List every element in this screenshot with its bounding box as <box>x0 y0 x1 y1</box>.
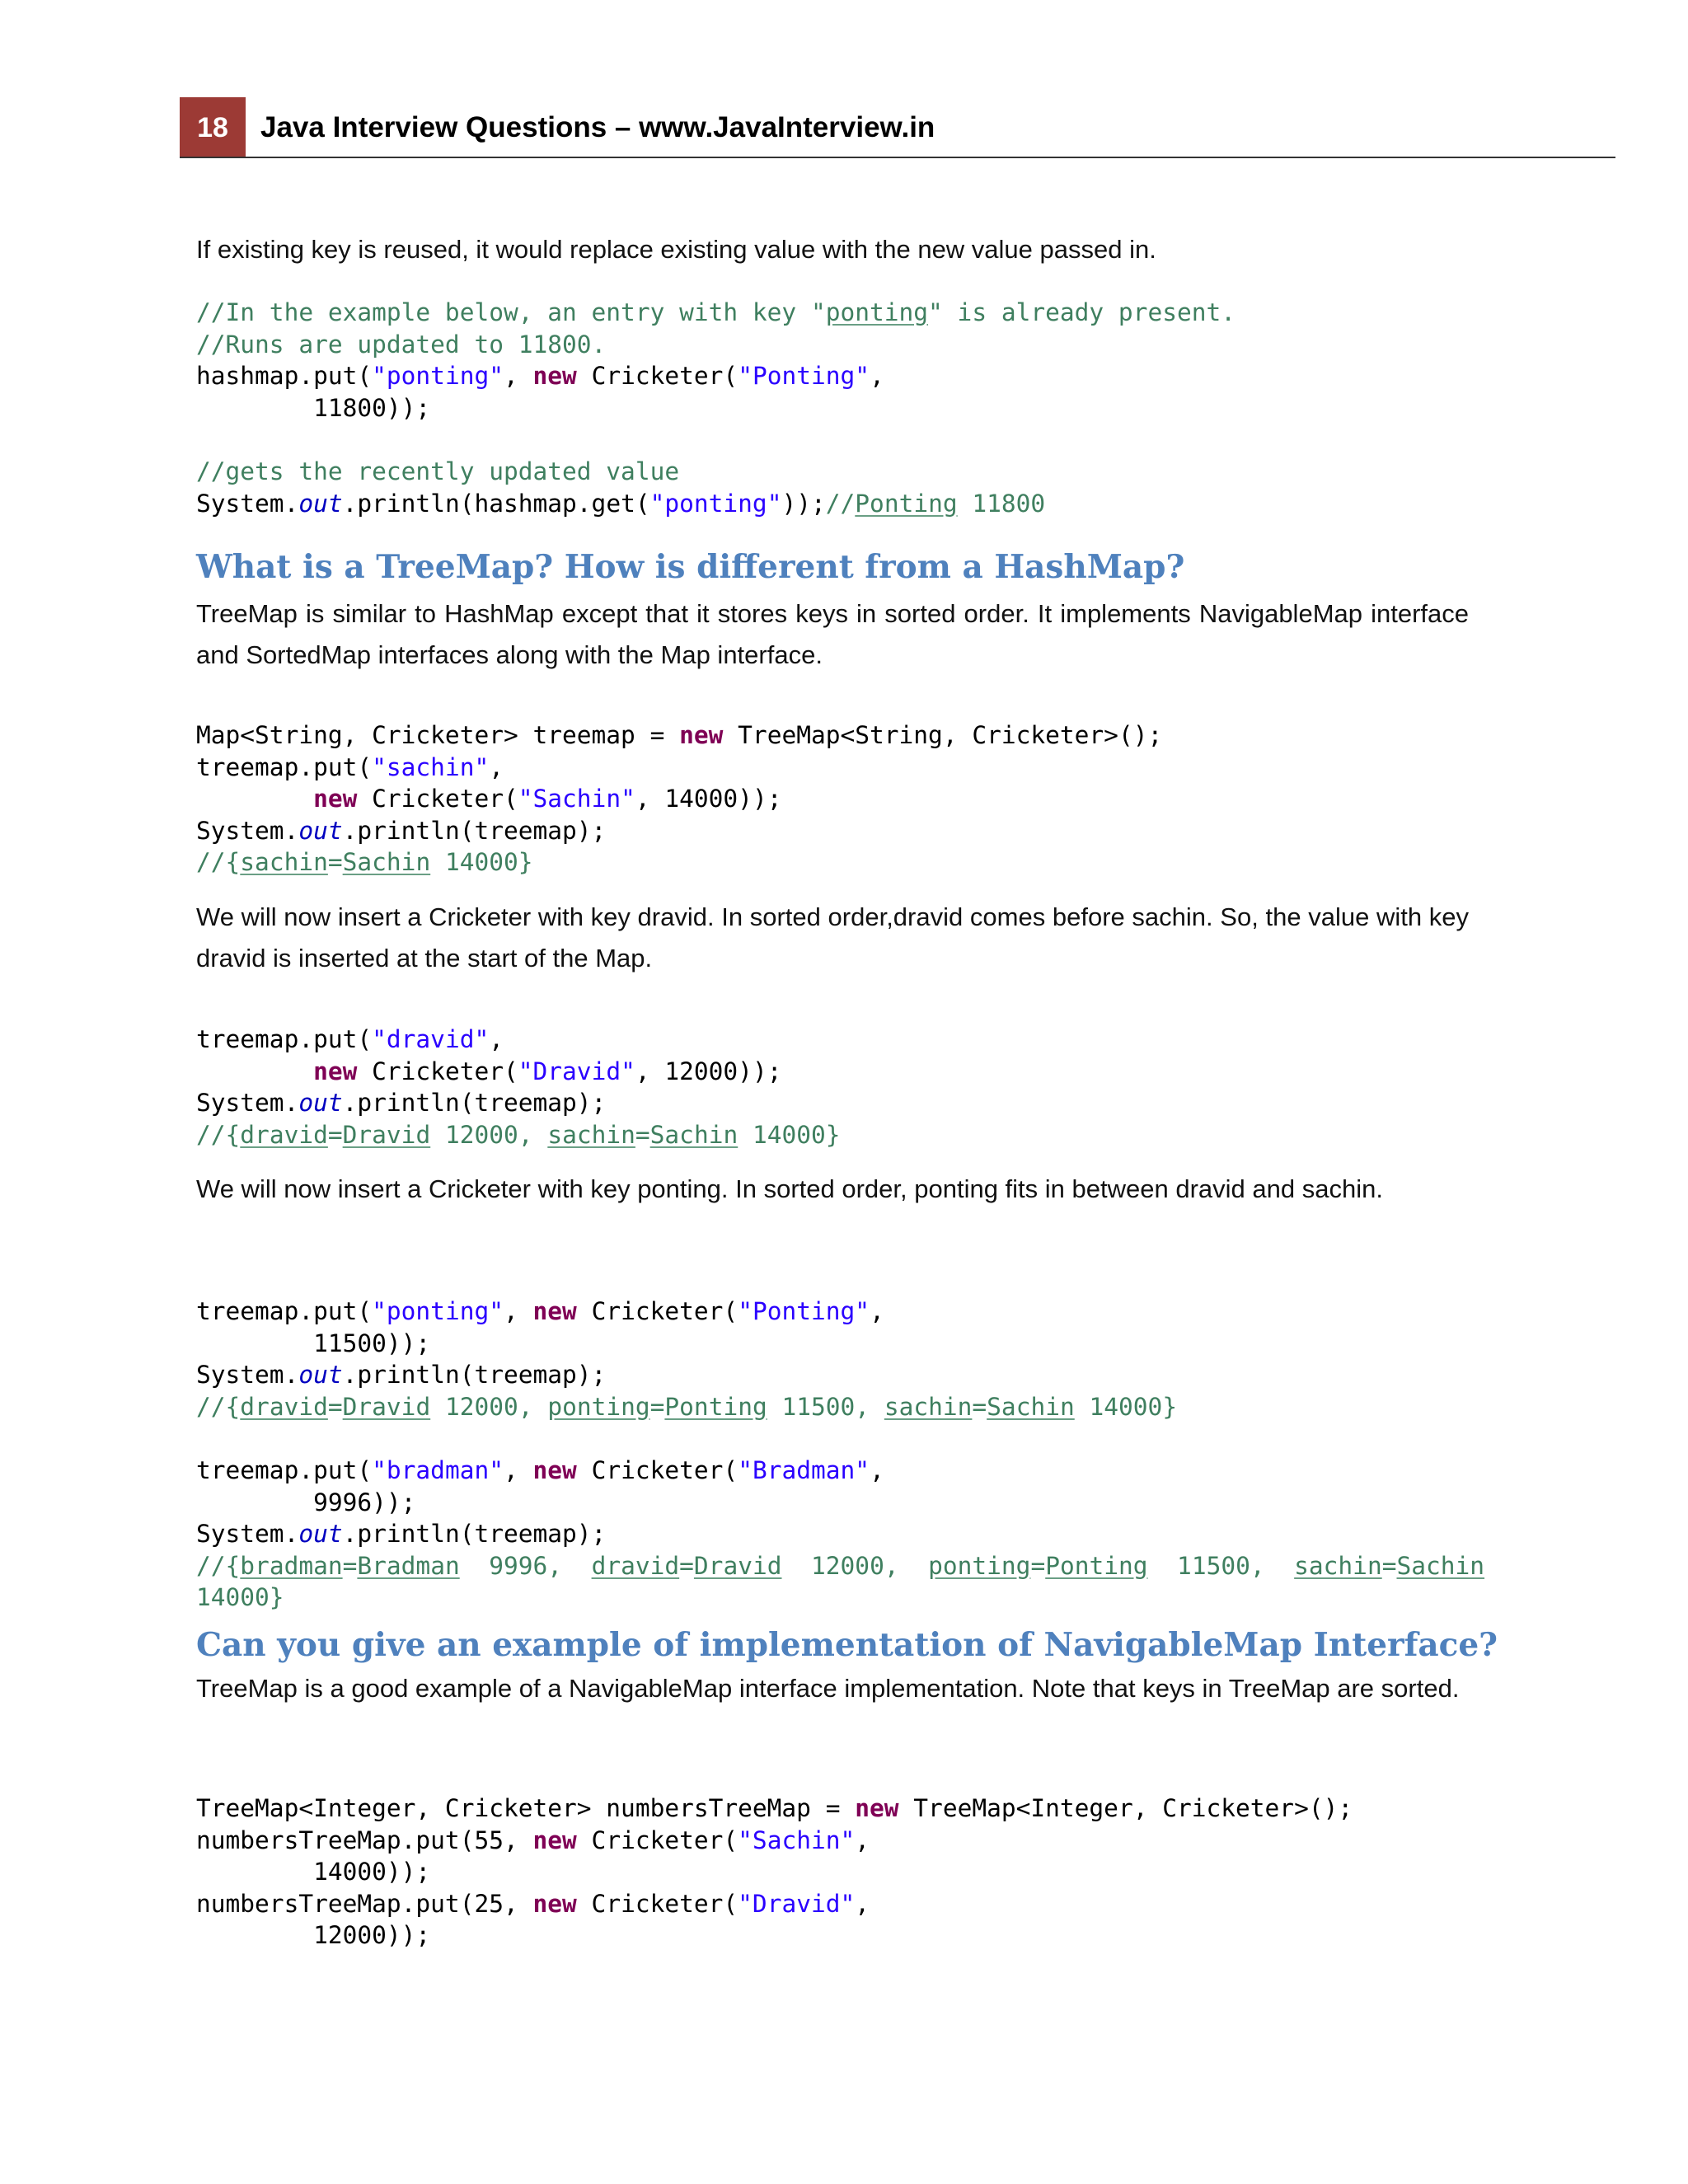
code-comment: bradman <box>240 1551 343 1580</box>
code-comment: = <box>1381 1551 1397 1580</box>
code-block-treemap-bradman <box>196 1455 1484 1614</box>
code-text: System. <box>196 1361 299 1389</box>
code-text: Map<String, Cricketer> treemap = <box>196 721 680 749</box>
code-comment: Sachin <box>649 1120 738 1149</box>
code-text: numbersTreeMap.put(55, <box>196 1825 533 1854</box>
code-text: , <box>870 1297 884 1325</box>
code-comment: dravid <box>240 1392 328 1421</box>
code-text: 11800)); <box>196 393 431 422</box>
code-text: Cricketer( <box>576 1889 738 1918</box>
code-text: treemap.put( <box>196 1456 373 1484</box>
code-comment: = <box>972 1392 987 1421</box>
code-comment: dravid <box>240 1120 328 1149</box>
code-text: Cricketer( <box>576 1825 738 1854</box>
code-comment: 11500, <box>767 1392 884 1421</box>
code-comment: //{ <box>196 1120 241 1149</box>
code-block-hashmap-get <box>196 456 1045 519</box>
code-keyword: new <box>532 362 577 390</box>
code-text: Cricketer( <box>576 1297 738 1325</box>
code-text: , <box>855 1825 870 1854</box>
code-block-treemap-ponting <box>196 1296 1177 1422</box>
code-comment: Dravid <box>342 1120 431 1149</box>
code-block-numbers-treemap <box>196 1793 1353 1952</box>
code-comment: Bradman <box>357 1551 460 1580</box>
code-text <box>196 1057 313 1085</box>
code-comment: 14000} <box>430 848 533 876</box>
code-comment: //{ <box>196 1551 241 1580</box>
code-text: System. <box>196 816 299 845</box>
code-string: "sachin" <box>372 752 490 781</box>
code-comment: dravid <box>591 1551 680 1580</box>
code-text: treemap.put( <box>196 1025 373 1053</box>
code-text: Cricketer( <box>357 785 518 813</box>
code-comment: Sachin <box>987 1392 1075 1421</box>
code-block-treemap-dravid <box>196 1024 841 1151</box>
code-comment: sachin <box>547 1120 635 1149</box>
code-text <box>196 785 313 813</box>
code-text: System. <box>196 1089 299 1117</box>
code-comment: 14000} <box>196 1583 284 1611</box>
code-comment: 14000} <box>1074 1392 1178 1421</box>
paragraph-navigablemap-intro: TreeMap is a good example of a NavigableMap interface implementation. Note that keys in TreeMap are sorted. <box>196 1674 1460 1703</box>
code-string: "Dravid" <box>518 1057 635 1085</box>
code-text: 11500)); <box>196 1329 431 1357</box>
code-comment: Sachin <box>1396 1551 1485 1580</box>
code-comment: ponting <box>547 1392 650 1421</box>
code-text: System. <box>196 489 299 518</box>
code-text: Cricketer( <box>576 1456 738 1484</box>
code-comment: //gets the recently updated value <box>196 457 680 485</box>
paragraph-insert-dravid: We will now insert a Cricketer with key dravid. In sorted order,dravid comes before sachin. So, the value with key dravid is inserted at the start of the Map. <box>196 902 1469 972</box>
code-string: "Ponting" <box>738 362 870 390</box>
code-text: numbersTreeMap.put(25, <box>196 1889 533 1918</box>
code-string: "bradman" <box>372 1456 504 1484</box>
code-keyword: new <box>313 785 358 813</box>
code-text: , 12000)); <box>635 1057 782 1085</box>
code-comment: Ponting <box>664 1392 767 1421</box>
code-field: out <box>298 816 343 845</box>
code-comment: = <box>635 1120 650 1149</box>
code-comment: 11800 <box>957 489 1046 518</box>
code-text: , 14000)); <box>635 785 782 813</box>
code-comment: 12000, <box>430 1120 548 1149</box>
heading-treemap-vs-hashmap: What is a TreeMap? How is different from a HashMap? <box>196 548 1185 586</box>
code-text: , <box>504 362 533 390</box>
code-keyword: new <box>532 1456 577 1484</box>
code-text: )); <box>781 489 826 518</box>
code-comment: Ponting <box>855 489 958 518</box>
code-comment: ponting <box>928 1551 1031 1580</box>
code-keyword: new <box>313 1057 358 1085</box>
code-comment: Ponting <box>1045 1551 1148 1580</box>
code-text: , <box>489 752 504 781</box>
code-text: , <box>870 1456 884 1484</box>
heading-navigablemap-example: Can you give an example of implementation of NavigableMap Interface? <box>196 1626 1498 1664</box>
code-field: out <box>298 489 343 518</box>
code-comment: = <box>342 1551 358 1580</box>
code-block-hashmap-update <box>196 297 1236 424</box>
code-text: .println(treemap); <box>342 1520 607 1548</box>
code-string: "ponting" <box>649 489 782 518</box>
code-keyword: new <box>532 1825 577 1854</box>
header-rule <box>180 157 1615 158</box>
code-comment: = <box>649 1392 665 1421</box>
page-number: 18 <box>180 97 246 158</box>
code-keyword: new <box>679 721 724 749</box>
code-comment: ponting <box>825 298 929 326</box>
code-comment: = <box>679 1551 694 1580</box>
code-comment: 14000} <box>738 1120 841 1149</box>
code-string: "Sachin" <box>518 785 635 813</box>
code-text: hashmap.put( <box>196 362 373 390</box>
code-comment: 12000, <box>430 1392 548 1421</box>
code-text: Cricketer( <box>357 1057 518 1085</box>
code-text: treemap.put( <box>196 1297 373 1325</box>
code-text: .println(treemap); <box>342 816 607 845</box>
code-text: 14000)); <box>196 1858 431 1886</box>
header-title: Java Interview Questions – www.JavaInterview.in <box>260 111 935 143</box>
code-text: System. <box>196 1520 299 1548</box>
code-text: TreeMap<String, Cricketer>(); <box>723 721 1163 749</box>
code-comment: sachin <box>240 848 328 876</box>
code-keyword: new <box>855 1794 899 1822</box>
code-field: out <box>298 1520 343 1548</box>
code-comment: Dravid <box>342 1392 431 1421</box>
page-header <box>180 97 1615 158</box>
code-text: 12000)); <box>196 1921 431 1949</box>
code-comment: = <box>1030 1551 1046 1580</box>
code-text: .println(treemap); <box>342 1361 607 1389</box>
code-string: "Sachin" <box>738 1825 856 1854</box>
code-comment: Dravid <box>693 1551 782 1580</box>
code-text: 9996)); <box>196 1488 416 1516</box>
code-comment: // <box>825 489 856 518</box>
code-comment: sachin <box>884 1392 973 1421</box>
code-comment: Sachin <box>342 848 431 876</box>
code-field: out <box>298 1361 343 1389</box>
code-comment: //{ <box>196 1392 241 1421</box>
code-text: Cricketer( <box>576 362 738 390</box>
code-comment: = <box>327 1392 343 1421</box>
code-string: "Bradman" <box>738 1456 870 1484</box>
code-text: .println(treemap); <box>342 1089 607 1117</box>
code-text: TreeMap<Integer, Cricketer>(); <box>898 1794 1353 1822</box>
code-field: out <box>298 1089 343 1117</box>
code-comment: 11500, <box>1147 1551 1295 1580</box>
code-comment: = <box>327 848 343 876</box>
code-text: , <box>504 1456 533 1484</box>
code-comment: //In the example below, an entry with key " <box>196 298 826 326</box>
code-string: "Dravid" <box>738 1889 856 1918</box>
code-string: "Ponting" <box>738 1297 870 1325</box>
paragraph-reuse-key: If existing key is reused, it would replace existing value with the new value passed in. <box>196 235 1156 264</box>
code-text: , <box>870 362 884 390</box>
code-keyword: new <box>532 1297 577 1325</box>
code-comment: sachin <box>1294 1551 1382 1580</box>
paragraph-insert-ponting: We will now insert a Cricketer with key ponting. In sorted order, ponting fits in between dravid and sachin. <box>196 1174 1383 1203</box>
code-text: .println(hashmap.get( <box>342 489 650 518</box>
code-text: , <box>504 1297 533 1325</box>
code-keyword: new <box>532 1889 577 1918</box>
code-text: , <box>855 1889 870 1918</box>
code-block-treemap-create <box>196 719 1162 879</box>
code-text: treemap.put( <box>196 752 373 781</box>
code-string: "ponting" <box>372 1297 504 1325</box>
paragraph-treemap-intro: TreeMap is similar to HashMap except that it stores keys in sorted order. It implements NavigableMap interface and SortedMap interfaces along with the Map interface. <box>196 599 1469 669</box>
code-comment: = <box>327 1120 343 1149</box>
code-text: TreeMap<Integer, Cricketer> numbersTreeMap = <box>196 1794 856 1822</box>
code-string: "ponting" <box>372 362 504 390</box>
code-string: "dravid" <box>372 1025 490 1053</box>
code-comment: //{ <box>196 848 241 876</box>
code-comment: 12000, <box>781 1551 929 1580</box>
code-comment: 9996, <box>459 1551 592 1580</box>
code-text: , <box>489 1025 504 1053</box>
code-comment: " is already present. <box>928 298 1236 326</box>
code-comment: //Runs are updated to 11800. <box>196 330 607 359</box>
